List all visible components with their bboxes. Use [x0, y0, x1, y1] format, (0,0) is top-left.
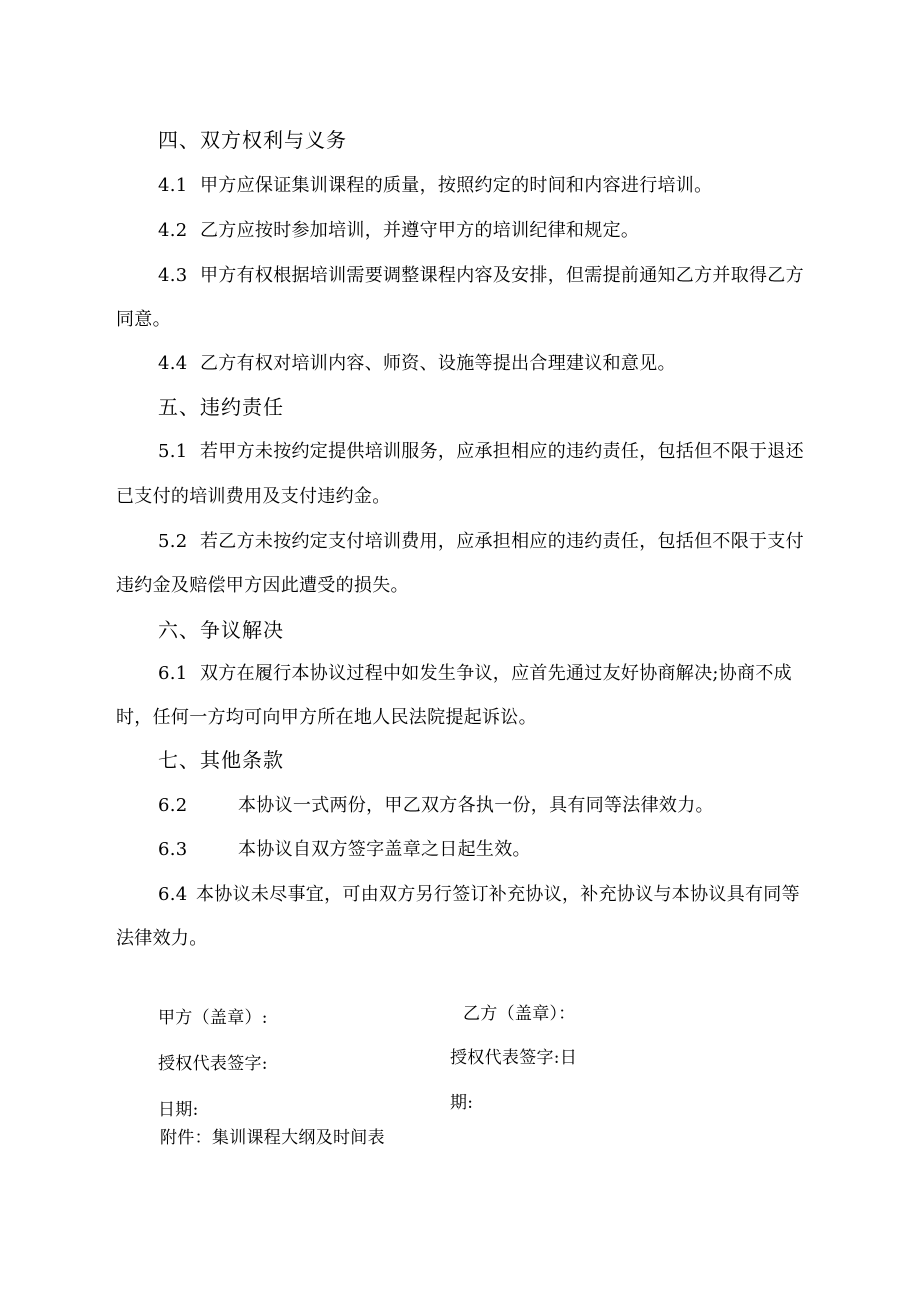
attachment-note: 附件：集训课程大纲及时间表 — [160, 1128, 385, 1148]
clause-number: 6.4 — [158, 884, 188, 905]
clause-number: 4.4 — [158, 353, 188, 374]
clause-text: 双方在履行本协议过程中如发生争议，应首先通过友好协商解决;协商不成 — [200, 663, 792, 684]
party-a-seal-label: 甲方（盖章）: — [158, 1008, 268, 1028]
clause-5-1-continued: 已支付的培训费用及支付违约金。 — [116, 486, 391, 507]
section-heading-5: 五、违约责任 — [158, 395, 284, 419]
clause-6-2 — [158, 794, 714, 818]
clause-number: 5.1 — [158, 441, 188, 462]
clause-text: 本协议一式两份，甲乙双方各执一份，具有同等法律效力。 — [238, 795, 714, 816]
party-b-date-label: 期: — [450, 1093, 474, 1113]
section-heading-4: 四、双方权利与义务 — [158, 128, 347, 152]
clause-6-1 — [158, 662, 792, 686]
clause-number: 6.2 — [158, 795, 188, 816]
party-a-signature-label: 授权代表签字: — [158, 1054, 268, 1074]
clause-6-4-continued: 法律效力。 — [116, 928, 208, 949]
clause-number: 4.1 — [158, 175, 188, 196]
section-heading-6: 六、争议解决 — [158, 618, 284, 642]
clause-6-1-continued: 时，任何一方均可向甲方所在地人民法院提起诉讼。 — [116, 707, 537, 728]
clause-5-2-continued: 违约金及赔偿甲方因此遭受的损失。 — [116, 575, 409, 596]
section-heading-7: 七、其他条款 — [158, 748, 284, 772]
clause-number: 4.2 — [158, 220, 188, 241]
party-b-signature-label: 授权代表签字:日 — [450, 1048, 578, 1068]
clause-5-1 — [158, 440, 804, 464]
clause-text: 本协议未尽事宜，可由双方另行签订补充协议，补充协议与本协议具有同等 — [196, 884, 800, 905]
clause-text: 若甲方未按约定提供培训服务，应承担相应的违约责任，包括但不限于退还 — [200, 441, 804, 462]
party-a-date-label: 日期: — [158, 1100, 199, 1120]
clause-5-2 — [158, 530, 804, 554]
clause-4-3-continued: 同意。 — [116, 309, 171, 330]
clause-text: 本协议自双方签字盖章之日起生效。 — [238, 839, 531, 860]
clause-4-1 — [158, 174, 712, 198]
clause-number: 4.3 — [158, 265, 188, 286]
clause-6-4 — [158, 883, 800, 907]
clause-text: 甲方应保证集训课程的质量，按照约定的时间和内容进行培训。 — [200, 175, 713, 196]
clause-number: 6.3 — [158, 839, 188, 860]
clause-text: 若乙方未按约定支付培训费用，应承担相应的违约责任，包括但不限于支付 — [200, 531, 804, 552]
clause-6-3 — [158, 838, 531, 862]
clause-number: 6.1 — [158, 663, 188, 684]
clause-4-2 — [158, 219, 639, 243]
clause-4-4 — [158, 352, 676, 376]
clause-text: 乙方有权对培训内容、师资、设施等提出合理建议和意见。 — [200, 353, 676, 374]
clause-text: 乙方应按时参加培训，并遵守甲方的培训纪律和规定。 — [200, 220, 640, 241]
clause-number: 5.2 — [158, 531, 188, 552]
clause-text: 甲方有权根据培训需要调整课程内容及安排，但需提前通知乙方并取得乙方 — [200, 265, 804, 286]
clause-4-3 — [158, 264, 804, 288]
party-b-seal-label: 乙方（盖章）： — [463, 1004, 576, 1024]
